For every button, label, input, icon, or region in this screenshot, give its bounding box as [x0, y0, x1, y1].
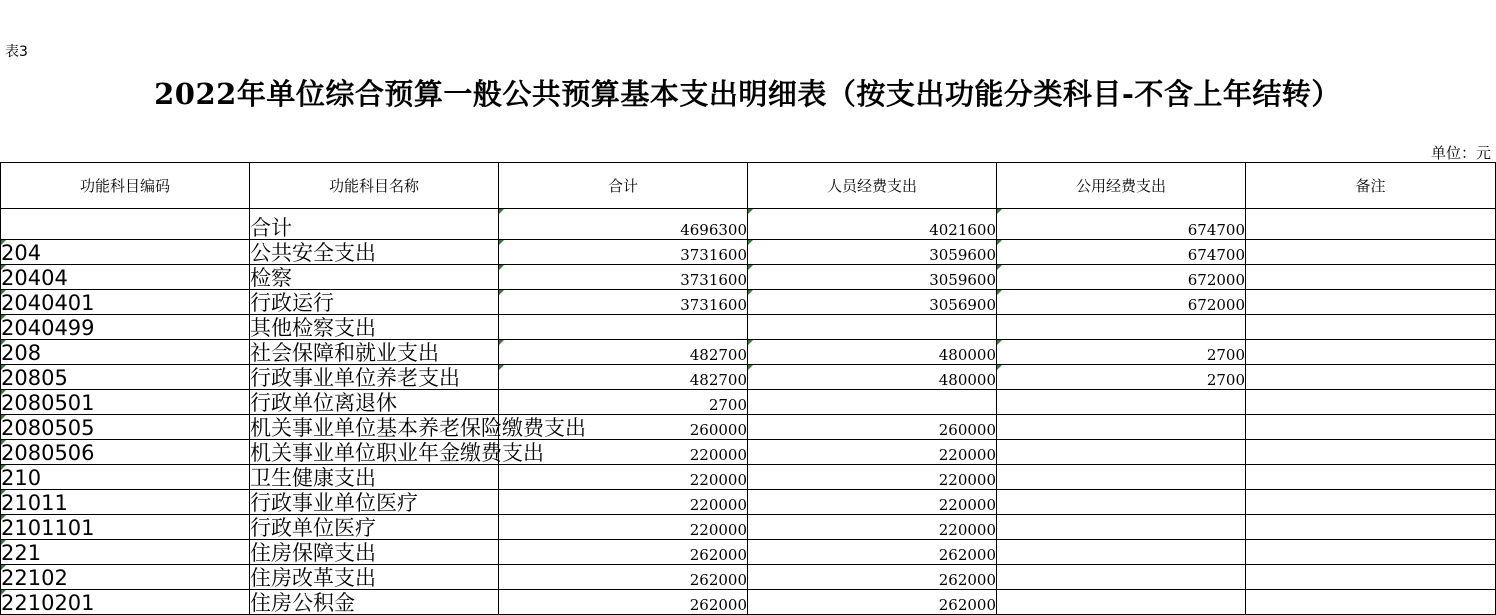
cell-note[interactable]	[1246, 490, 1496, 515]
cell-personnel[interactable]: 262000	[748, 540, 997, 565]
cell-code-text: 221	[1, 541, 42, 565]
cell-code[interactable]	[1, 365, 250, 390]
cell-note[interactable]	[1246, 465, 1496, 490]
cell-name[interactable]: 公共安全支出	[250, 240, 499, 265]
cell-personnel[interactable]: 4021600	[748, 209, 997, 240]
cell-code[interactable]	[1, 590, 250, 615]
table-row	[1, 415, 1496, 440]
budget-table	[0, 162, 1496, 615]
cell-name[interactable]: 机关事业单位职业年金缴费支出	[250, 441, 544, 465]
cell-personnel[interactable]: 220000	[748, 465, 997, 490]
cell-note[interactable]	[1246, 565, 1496, 590]
cell-public[interactable]	[997, 315, 1246, 340]
cell-note[interactable]	[1246, 415, 1496, 440]
cell-note[interactable]	[1246, 365, 1496, 390]
cell-total[interactable]: 260000	[499, 415, 748, 440]
cell-code-text: 2210201	[1, 591, 95, 615]
cell-total[interactable]: 3731600	[499, 240, 748, 265]
cell-name[interactable]: 合计	[250, 209, 499, 240]
cell-personnel[interactable]: 3059600	[748, 265, 997, 290]
cell-code[interactable]	[1, 515, 250, 540]
cell-public[interactable]	[997, 415, 1246, 440]
cell-code-text: 2040401	[1, 291, 95, 315]
cell-name[interactable]: 行政事业单位养老支出	[250, 365, 499, 390]
cell-personnel[interactable]: 220000	[748, 490, 997, 515]
cell-personnel[interactable]: 3059600	[748, 240, 997, 265]
cell-total[interactable]: 220000	[499, 440, 748, 465]
cell-code-text: 2080501	[1, 391, 95, 415]
cell-personnel[interactable]: 480000	[748, 340, 997, 365]
table-header-row	[1, 163, 1496, 209]
cell-personnel[interactable]	[748, 315, 997, 340]
cell-note[interactable]	[1246, 265, 1496, 290]
page-title: 2022年单位综合预算一般公共预算基本支出明细表（按支出功能分类科目-不含上年结转）	[154, 77, 1341, 111]
cell-note[interactable]	[1246, 540, 1496, 565]
cell-name[interactable]: 卫生健康支出	[250, 465, 499, 490]
cell-name[interactable]: 行政运行	[250, 290, 499, 315]
table-row	[1, 209, 1496, 240]
cell-total[interactable]	[499, 315, 748, 340]
cell-personnel[interactable]: 220000	[748, 440, 997, 465]
cell-note[interactable]	[1246, 315, 1496, 340]
cell-code-text: 22102	[1, 566, 68, 590]
table-row	[1, 240, 1496, 265]
cell-code-text: 2080506	[1, 441, 95, 465]
cell-total[interactable]: 3731600	[499, 290, 748, 315]
cell-public[interactable]	[997, 440, 1246, 465]
cell-code-text: 208	[1, 341, 42, 365]
header-note: 备注	[1246, 163, 1496, 209]
cell-name[interactable]: 检察	[250, 265, 499, 290]
cell-code[interactable]	[1, 390, 250, 415]
cell-name[interactable]: 住房公积金	[250, 590, 499, 615]
cell-total[interactable]: 262000	[499, 540, 748, 565]
cell-note[interactable]	[1246, 590, 1496, 615]
cell-public[interactable]	[997, 490, 1246, 515]
header-personnel: 人员经费支出	[748, 163, 997, 209]
cell-public[interactable]: 672000	[997, 265, 1246, 290]
cell-note[interactable]	[1246, 209, 1496, 240]
cell-public[interactable]	[997, 390, 1246, 415]
cell-note[interactable]	[1246, 290, 1496, 315]
table-row	[1, 315, 1496, 340]
cell-note[interactable]	[1246, 440, 1496, 465]
table-row	[1, 290, 1496, 315]
header-code: 功能科目编码	[1, 163, 250, 209]
cell-public[interactable]: 674700	[997, 240, 1246, 265]
cell-code[interactable]	[1, 265, 250, 290]
cell-code-text: 20805	[1, 366, 68, 390]
table-row	[1, 340, 1496, 365]
cell-public[interactable]	[997, 540, 1246, 565]
cell-total[interactable]: 220000	[499, 515, 748, 540]
cell-total[interactable]: 220000	[499, 490, 748, 515]
cell-code[interactable]	[1, 209, 250, 240]
cell-code[interactable]	[1, 240, 250, 265]
cell-total[interactable]: 262000	[499, 590, 748, 615]
cell-code[interactable]	[1, 340, 250, 365]
cell-name[interactable]: 行政单位医疗	[250, 515, 499, 540]
cell-code-text: 204	[1, 241, 42, 265]
table-row	[1, 390, 1496, 415]
cell-name[interactable]: 住房保障支出	[250, 540, 499, 565]
table-row	[1, 515, 1496, 540]
unit-label: 单位：元	[1430, 144, 1491, 162]
table-row	[1, 265, 1496, 290]
cell-public[interactable]: 2700	[997, 365, 1246, 390]
cell-code[interactable]	[1, 415, 250, 440]
cell-code-text: 2101101	[1, 516, 95, 540]
cell-total[interactable]: 2700	[499, 390, 748, 415]
cell-note[interactable]	[1246, 340, 1496, 365]
table-row	[1, 365, 1496, 390]
cell-code-text: 2080505	[1, 416, 95, 440]
cell-personnel[interactable]	[748, 390, 997, 415]
cell-name[interactable]: 行政事业单位医疗	[250, 490, 499, 515]
cell-public[interactable]	[997, 515, 1246, 540]
cell-code-text: 2040499	[1, 316, 95, 340]
table-row	[1, 440, 1496, 465]
cell-name[interactable]: 其他检察支出	[250, 315, 499, 340]
cell-total[interactable]: 482700	[499, 365, 748, 390]
cell-note[interactable]	[1246, 515, 1496, 540]
table-row	[1, 465, 1496, 490]
cell-code-text: 210	[1, 466, 42, 490]
cell-code-text: 20404	[1, 266, 68, 290]
cell-name[interactable]: 社会保障和就业支出	[250, 340, 499, 365]
cell-note[interactable]	[1246, 240, 1496, 265]
cell-public[interactable]	[997, 565, 1246, 590]
cell-total[interactable]: 262000	[499, 565, 748, 590]
cell-personnel[interactable]: 262000	[748, 590, 997, 615]
cell-note[interactable]	[1246, 390, 1496, 415]
cell-code[interactable]	[1, 565, 250, 590]
cell-public[interactable]	[997, 465, 1246, 490]
table-row	[1, 490, 1496, 515]
cell-total[interactable]: 4696300	[499, 209, 748, 240]
table-row	[1, 590, 1496, 615]
cell-public[interactable]: 674700	[997, 209, 1246, 240]
sheet-label: 表3	[5, 44, 28, 60]
cell-total[interactable]: 482700	[499, 340, 748, 365]
header-total: 合计	[499, 163, 748, 209]
table-row	[1, 565, 1496, 590]
cell-public[interactable]: 672000	[997, 290, 1246, 315]
cell-public[interactable]: 2700	[997, 340, 1246, 365]
cell-personnel[interactable]: 480000	[748, 365, 997, 390]
cell-name[interactable]: 行政单位离退休	[250, 390, 499, 415]
cell-total[interactable]: 3731600	[499, 265, 748, 290]
header-public: 公用经费支出	[997, 163, 1246, 209]
cell-code[interactable]	[1, 540, 250, 565]
cell-name[interactable]: 机关事业单位基本养老保险缴费支出	[250, 416, 586, 440]
cell-code[interactable]	[1, 440, 250, 465]
cell-code[interactable]	[1, 490, 250, 515]
cell-code[interactable]	[1, 290, 250, 315]
cell-code[interactable]	[1, 315, 250, 340]
header-name: 功能科目名称	[250, 163, 499, 209]
table-body	[1, 209, 1496, 615]
cell-name[interactable]: 住房改革支出	[250, 565, 499, 590]
cell-total[interactable]: 220000	[499, 465, 748, 490]
cell-personnel[interactable]: 262000	[748, 565, 997, 590]
table-row	[1, 540, 1496, 565]
cell-personnel[interactable]: 260000	[748, 415, 997, 440]
cell-code-text: 21011	[1, 491, 68, 515]
cell-code[interactable]	[1, 465, 250, 490]
cell-personnel[interactable]: 3056900	[748, 290, 997, 315]
cell-public[interactable]	[997, 590, 1246, 615]
cell-personnel[interactable]: 220000	[748, 515, 997, 540]
